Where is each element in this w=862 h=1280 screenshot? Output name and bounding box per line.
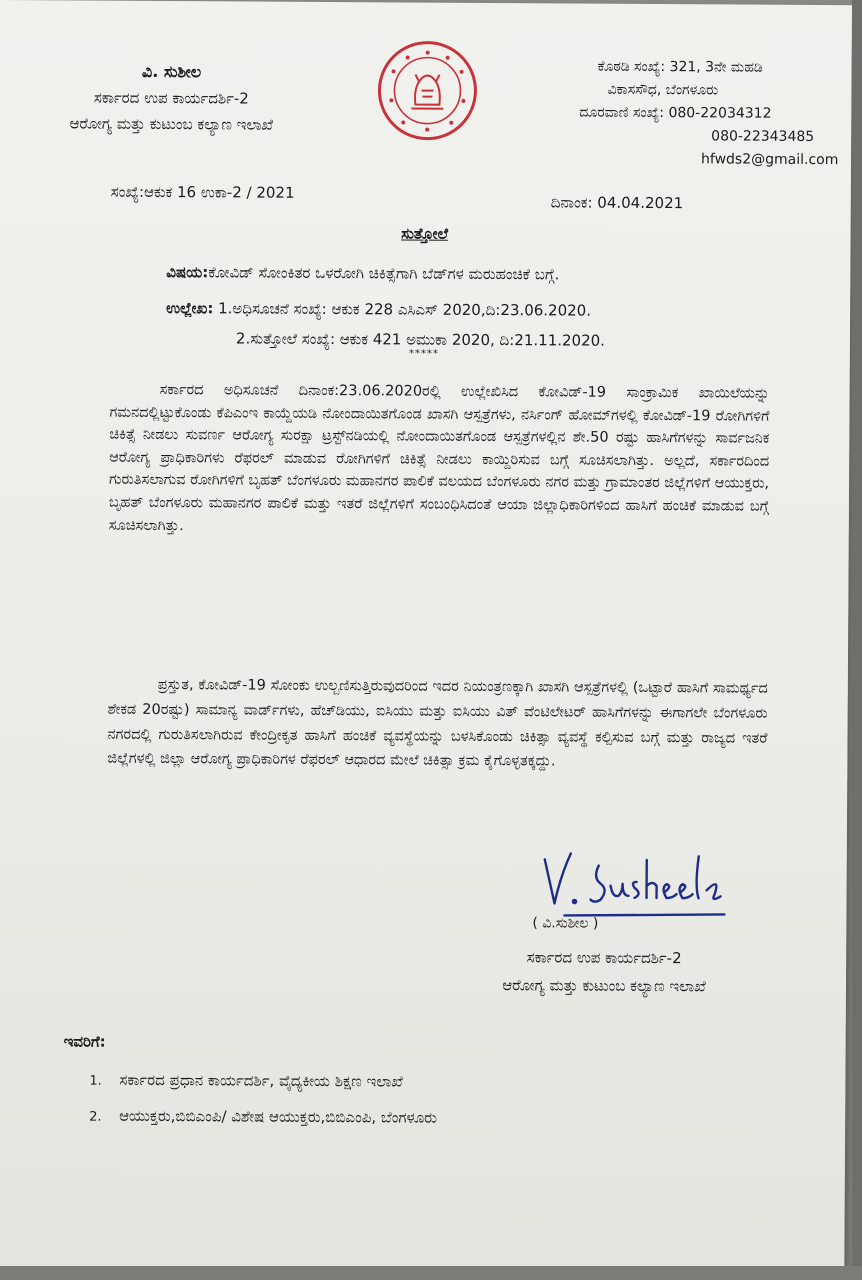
reference-1: 1.ಅಧಿಸೂಚನೆ ಸಂಖ್ಯೆ: ಆಕುಕ 228 ಎಸಿಎಸ್ 2020,ದಿ:23.06.2020.	[218, 299, 592, 320]
recipient-number: 2.	[89, 1109, 102, 1125]
subject-text: ಕೋವಿಡ್ ಸೋಂಕಿತರ ಒಳರೋಗಿ ಚಿಕಿತ್ಸೆಗಾಗಿ ಬೆಡ್‌ಗಳ ಮರುಹಂಚಿಕೆ ಬಗ್ಗೆ.	[208, 263, 560, 284]
office-phone-1: ದೂರವಾಣಿ ಸಂಖ್ಯೆ: 080-22034312	[579, 104, 772, 122]
recipient-text: ಆಯುಕ್ತರು,ಬಿಬಿಎಂಪಿ/ ವಿಶೇಷ ಆಯುಕ್ತರು,ಬಿಬಿಎಂಪಿ, ಬೆಂಗಳೂರು	[119, 1106, 437, 1127]
separator-stars: *****	[408, 348, 439, 360]
paragraph-2-text: ಪ್ರಸ್ತುತ, ಕೋವಿಡ್-19 ಸೋಂಕು ಉಲ್ಬಣಿಸುತ್ತಿರುವುದರಿಂದ ಇದರ ನಿಯಂತ್ರಣಕ್ಕಾಗಿ ಖಾಸಗಿ ಆಸ್ಪತ್ರೆಗಳಲ್ಲಿ (ಒಟ್ಟಾರೆ ಹಾಸಿಗೆ ಸಾಮರ್ಥ್ಯದ ಶೇಕಡ 20ರಷ್ಟು) ಸಾಮಾನ್ಯ ವಾರ್ಡ್‌ಗಳು, ಹೆಚ್‌ಡಿಯು, ಐಸಿಯು ಮತ್ತು ಐಸಿಯು ವಿತ್ ವೆಂಟಿಲೇಟರ್ ಹಾಸಿಗೆಗಳನ್ನು ಈಗಾಗಲೇ ಬೆಂಗಳೂರು ನಗರದಲ್ಲಿ ಗುರುತಿಸಲಾಗಿರುವ ಕೇಂದ್ರೀಕೃತ ಹಾಸಿಗೆ ಹಂಚಿಕೆ ವ್ಯವಸ್ಥೆಯನ್ನು ಬಳಸಿಕೊಂಡು ಚಿಕಿತ್ಸಾ ವ್ಯವಸ್ಥೆ ಕಲ್ಪಿಸುವ ಬಗ್ಗೆ ಮತ್ತು ರಾಜ್ಯದ ಇತರೆ ಜಿಲ್ಲೆಗಳಲ್ಲಿ ಜಿಲ್ಲಾ ಆರೋಗ್ಯ ಪ್ರಾಧಿಕಾರಿಗಳ ರೆಫರಲ್ ಆಧಾರದ ಮೇಲೆ ಚಿಕಿತ್ಸಾ ಕ್ರಮ ಕೈಗೊಳ್ಳತಕ್ಕದ್ದು.	[107, 676, 768, 770]
recipients-list	[89, 1063, 437, 1137]
subject-line	[166, 263, 806, 285]
body-paragraph-2	[107, 673, 768, 776]
body-paragraph-1	[109, 379, 770, 541]
paragraph-1-text: ಸರ್ಕಾರದ ಅಧಿಸೂಚನೆ ದಿನಾಂಕ:23.06.2020ರಲ್ಲಿ ಉಲ್ಲೇಖಿಸಿದ ಕೋವಿಡ್-19 ಸಾಂಕ್ರಾಮಿಕ ಖಾಯಿಲೆಯನ್ನು ಗಮನದಲ್ಲಿಟ್ಟುಕೊಂಡು ಕೆಪಿಎಂಇ ಕಾಯ್ದೆಯಡಿ ನೋಂದಾಯಿತಗೊಂಡ ಖಾಸಗಿ ಆಸ್ಪತ್ರೆಗಳು, ನರ್ಸಿಂಗ್ ಹೋಮ್‌ಗಳಲ್ಲಿ ಕೋವಿಡ್-19 ರೋಗಿಗಳಿಗೆ ಚಿಕಿತ್ಸೆ ನೀಡಲು ಸುವರ್ಣ ಆರೋಗ್ಯ ಸುರಕ್ಷಾ ಟ್ರಸ್ಟ್‌ನಡಿಯಲ್ಲಿ ನೋಂದಾಯಿತಗೊಂಡ ಆಸ್ಪತ್ರೆಗಳಲ್ಲಿನ ಶೇ.50 ರಷ್ಟು ಹಾಸಿಗೆಗಳನ್ನು ಸಾರ್ವಜನಿಕ ಆರೋಗ್ಯ ಪ್ರಾಧಿಕಾರಿಗಳು ರೆಫರಲ್ ಮಾಡುವ ರೋಗಿಗಳಿಗೆ ಚಿಕಿತ್ಸೆ ನೀಡಲು ಕಾಯ್ದಿರಿಸುವ ಬಗ್ಗೆ ಸೂಚಿಸಲಾಗಿತ್ತು. ಅಲ್ಲದೆ, ಸರ್ಕಾರದಿಂದ ಗುರುತಿಸಲಾಗುವ ರೋಗಿಗಳಿಗೆ ಬೃಹತ್ ಬೆಂಗಳೂರು ಮಹಾನಗರ ಪಾಲಿಕೆ ವಲಯದ ಬೆಂಗಳೂರು ನಗರ ಮತ್ತು ಗ್ರಾಮಾಂತರ ಜಿಲ್ಲೆಗಳಿಗೆ ಆಯುಕ್ತರು, ಬೃಹತ್ ಬೆಂಗಳೂರು ಮಹಾನಗರ ಪಾಲಿಕೆ ಮತ್ತು ಇತರೆ ಜಿಲ್ಲೆಗಳಿಗೆ ಸಂಬಂಧಿಸಿದಂತೆ ಆಯಾ ಜಿಲ್ಲಾಧಿಕಾರಿಗಳಿಂದ ಹಾಸಿಗೆ ಹಂಚಿಕೆ ಮಾಡುವ ಬಗ್ಗೆ ಸೂಚಿಸಲಾಗಿತ್ತು.	[108, 381, 770, 534]
government-seal-icon	[375, 38, 480, 143]
subject-label: ವಿಷಯ:	[166, 263, 209, 282]
signatory-department: ಆರೋಗ್ಯ ಮತ್ತು ಕುಟುಂಬ ಕಲ್ಯಾಣ ಇಲಾಖೆ	[502, 976, 706, 996]
office-room: ಕೊಠಡಿ ಸಂಖ್ಯೆ: 321, 3ನೇ ಮಹಡಿ	[597, 58, 763, 76]
recipient-text: ಸರ್ಕಾರದ ಪ್ರಧಾನ ಕಾರ್ಯದರ್ಶಿ, ವೈದ್ಯಕೀಯ ಶಿಕ್ಷಣ ಇಲಾಖೆ	[119, 1070, 403, 1091]
references-label: ಉಲ್ಲೇಖ:	[166, 299, 214, 318]
recipients-label: ಇವರಿಗೆ:	[63, 1032, 106, 1051]
recipient-item	[89, 1063, 437, 1101]
sender-designation: ಸರ್ಕಾರದ ಉಪ ಕಾರ್ಯದರ್ಶಿ-2	[93, 88, 249, 108]
sender-department: ಆರೋಗ್ಯ ಮತ್ತು ಕುಟುಂಬ ಕಲ್ಯಾಣ ಇಲಾಖೆ	[69, 114, 274, 134]
sender-block	[21, 58, 321, 138]
handwritten-signature	[534, 845, 734, 926]
office-address	[579, 56, 839, 173]
office-building: ವಿಕಾಸಸೌಧ, ಬೆಂಗಳೂರು	[607, 81, 719, 99]
document-heading: ಸುತ್ತೋಲೆ	[401, 224, 449, 243]
recipient-item	[89, 1099, 437, 1137]
sender-name: ವಿ. ಸುಶೀಲ	[141, 61, 202, 82]
reference-2: 2.ಸುತ್ತೋಲೆ ಸಂಖ್ಯೆ: ಆಕುಕ 421 ಅಮುಕಾ 2020, ದಿ:21.11.2020.	[235, 329, 606, 350]
signatory-designation: ಸರ್ಕಾರದ ಉಪ ಕಾರ್ಯದರ್ಶಿ-2	[526, 948, 682, 968]
office-phone-2: 080-22343485	[711, 128, 815, 145]
office-email[interactable]: hfwds2@gmail.com	[700, 151, 839, 169]
background-bottom	[0, 1266, 862, 1280]
background-edge	[852, 0, 862, 1280]
recipient-number: 1.	[89, 1073, 102, 1089]
signatory-title	[414, 943, 794, 1001]
reference-number: ಸಂಖ್ಯೆ:ಆಕುಕ 16 ಉಕಾ-2 / 2021	[110, 182, 295, 202]
signatory-name: ( ವಿ.ಸುಶೀಲ )	[532, 915, 599, 932]
letter-date: ದಿನಾಂಕ: 04.04.2021	[550, 193, 684, 213]
